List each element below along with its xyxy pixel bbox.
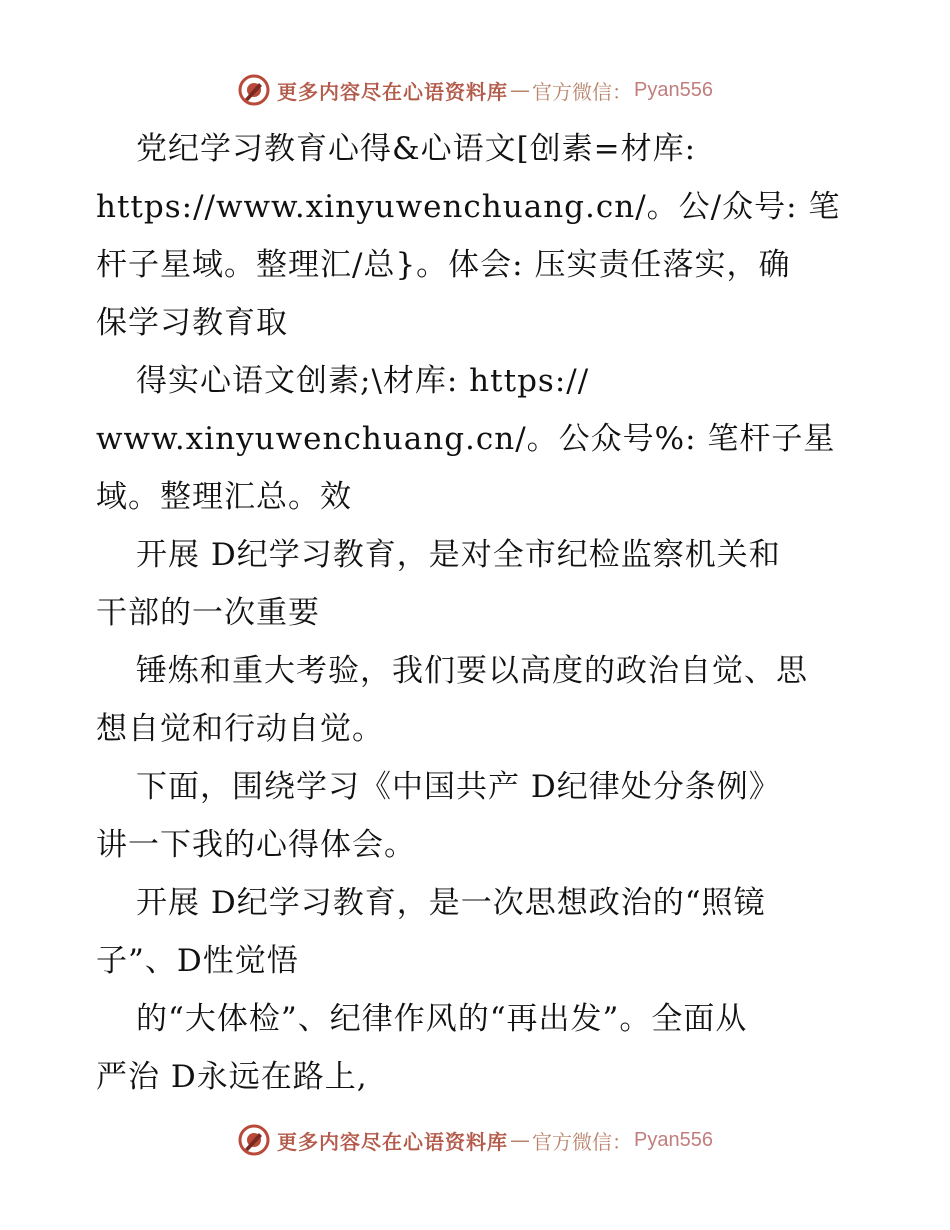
- header-dash: —: [510, 78, 531, 102]
- body-line: 讲一下我的心得体会。: [96, 827, 416, 863]
- body-line: 杆子星域。整理汇/总}。体会: 压实责任落实，确: [96, 247, 791, 283]
- body-line: 保学习教育取: [96, 305, 288, 341]
- header-banner: [0, 70, 950, 110]
- document-body: [96, 120, 876, 1106]
- header-handle: Pyan556: [634, 78, 713, 101]
- body-line: 开展 D纪学习教育，是一次思想政治的“照镜: [136, 885, 766, 921]
- footer-dash: —: [510, 1128, 531, 1152]
- footer-prefix: 更多内容尽在心语资料库: [277, 1129, 509, 1154]
- body-line: 域。整理汇总。效: [96, 479, 352, 515]
- body-line: 锤炼和重大考验，我们要以高度的政治自觉、思: [136, 653, 808, 689]
- body-line: 得实心语文创素;\材库: https://: [136, 363, 590, 399]
- body-line: 开展 D纪学习教育，是对全市纪检监察机关和: [136, 537, 781, 573]
- body-line: www.xinyuwenchuang.cn/。公众号%: 笔杆子星: [96, 421, 836, 457]
- header-prefix: 更多内容尽在心语资料库: [277, 79, 509, 104]
- body-line: 想自觉和行动自觉。: [96, 711, 384, 747]
- logo-icon: [237, 1123, 271, 1157]
- footer-wechat-label: 官方微信：: [532, 1129, 633, 1154]
- header-wechat-label: 官方微信：: [532, 79, 633, 104]
- footer-banner: [0, 1120, 950, 1160]
- body-line: 党纪学习教育心得&心语文[创素=材库:: [136, 131, 697, 167]
- body-line: 下面，围绕学习《中国共产 D纪律处分条例》: [136, 769, 781, 805]
- footer-handle: Pyan556: [634, 1128, 713, 1151]
- body-line: 子”、D性觉悟: [96, 943, 299, 979]
- body-line: 的“大体检”、纪律作风的“再出发”。全面从: [136, 1001, 748, 1037]
- body-line: 严治 D永远在路上,: [96, 1059, 368, 1095]
- body-line: https://www.xinyuwenchuang.cn/。公/众号: 笔: [96, 189, 841, 225]
- body-line: 干部的一次重要: [96, 595, 320, 631]
- logo-icon: [237, 73, 271, 107]
